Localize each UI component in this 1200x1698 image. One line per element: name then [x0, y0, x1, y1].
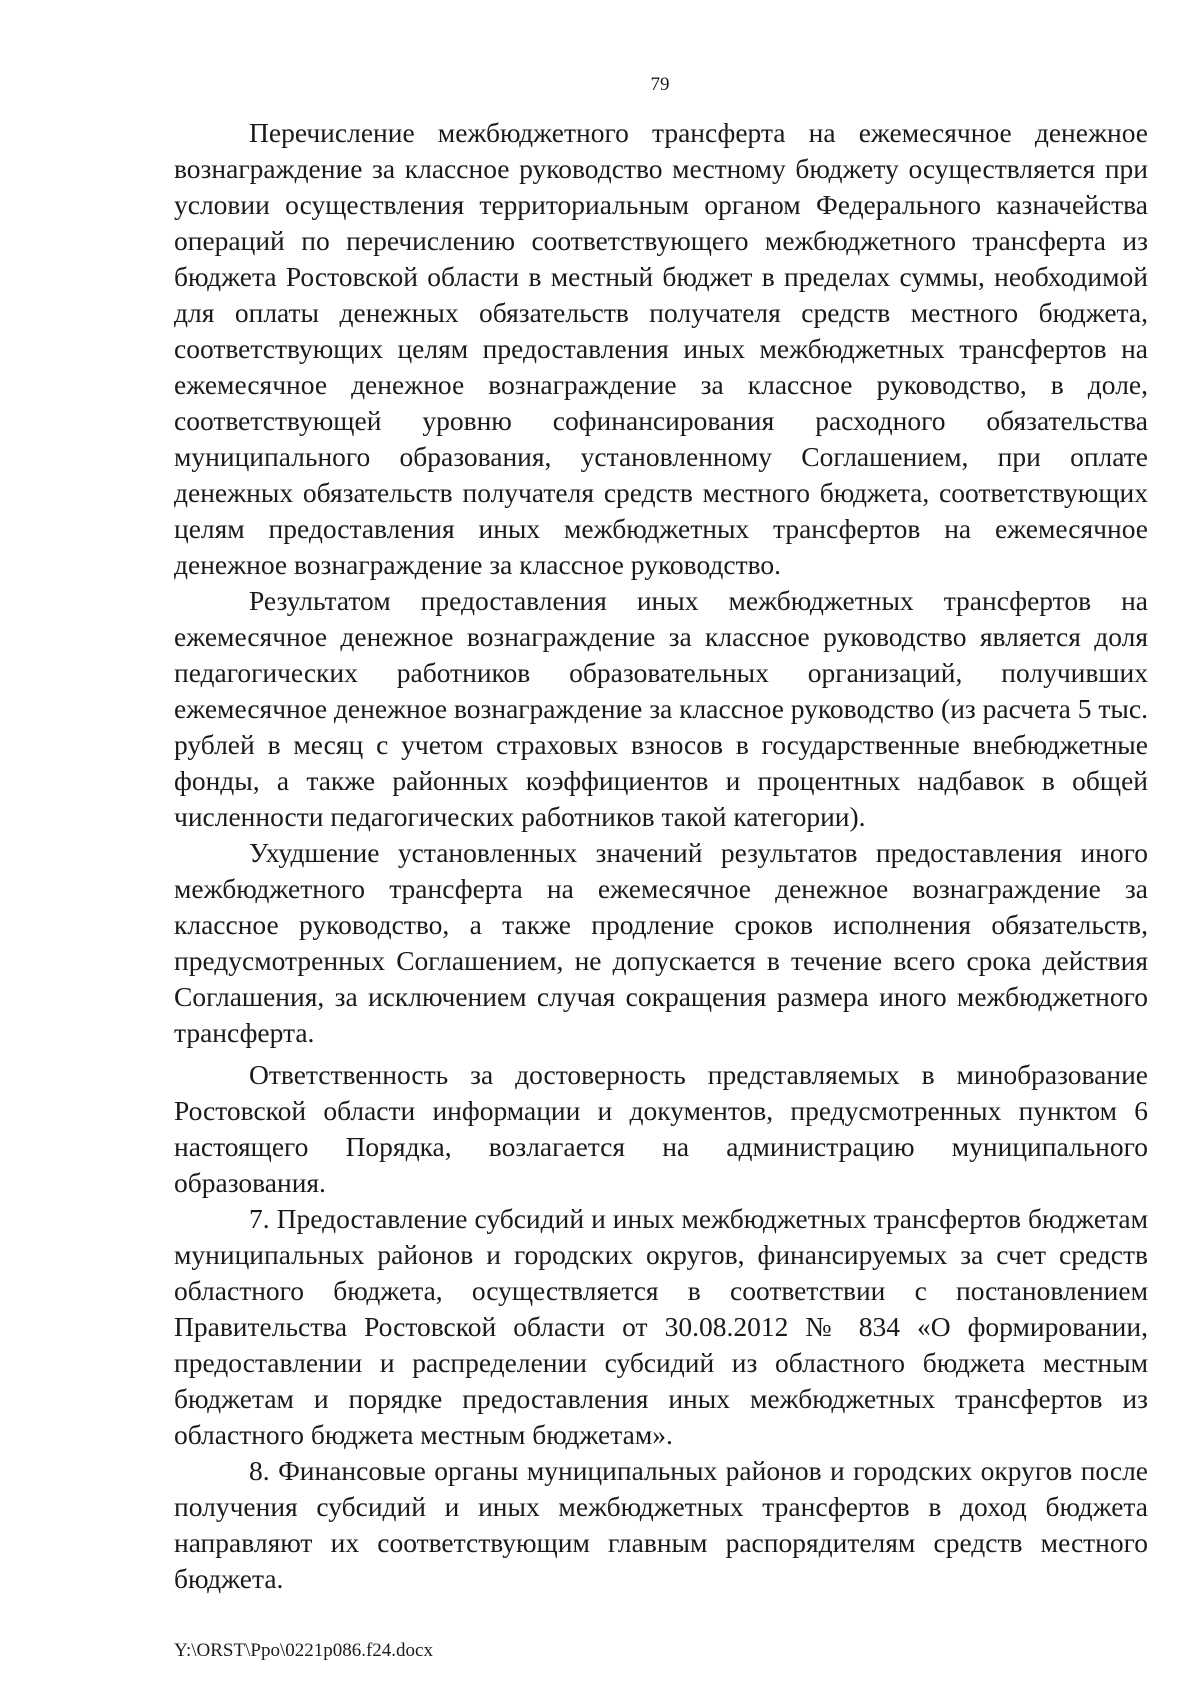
- page-number: 79: [650, 74, 670, 95]
- paragraph-item-8: 8. Финансовые органы муниципальных районов и городских округов после получения субсидий и иных межбюджетных трансфертов в доход бюджета направляют их соответствующим главным распорядителям средств местного бюджета.: [174, 1455, 1148, 1594]
- document-body: [174, 115, 1148, 1597]
- paragraph-transfer-result: Результатом предоставления иных межбюджетных трансфертов на ежемесячное денежное вознаграждение за классное руководство является доля педагогических работников образовательных организаций, получивших ежемесячное денежное вознаграждение за классное руководство (из расчета 5 тыс. рублей в месяц с учетом страховых взносов в государственные внебюджетные фонды, а также районных коэффициентов и процентных надбавок в общей численности педагогических работников такой категории).: [174, 585, 1148, 832]
- footer-file-path: Y:\ORST\Ppo\0221p086.f24.docx: [174, 1640, 433, 1661]
- paragraph-responsibility: Ответственность за достоверность представляемых в минобразование Ростовской области информации и документов, предусмотренных пунктом 6 настоящего Порядка, возлагается на администрацию муниципального образования.: [174, 1059, 1148, 1198]
- paragraph-result-deterioration: Ухудшение установленных значений результатов предоставления иного межбюджетного трансферта на ежемесячное денежное вознаграждение за классное руководство, а также продление сроков исполнения обязательств, предусмотренных Соглашением, не допускается в течение всего срока действия Соглашения, за исключением случая сокращения размера иного межбюджетного трансферта.: [174, 837, 1148, 1048]
- paragraph-transfer-conditions: Перечисление межбюджетного трансферта на ежемесячное денежное вознаграждение за классное руководство местному бюджету осуществляется при условии осуществления территориальным органом Федерального казначейства операций по перечислению соответствующего межбюджетного трансферта из бюджета Ростовской области в местный бюджет в пределах суммы, необходимой для оплаты денежных обязательств получателя средств местного бюджета, соответствующих целям предоставления иных межбюджетных трансфертов на ежемесячное денежное вознаграждение за классное руководство, в доле, соответствующей уровню софинансирования расходного обязательства муниципального образования, установленному Соглашением, при оплате денежных обязательств получателя средств местного бюджета, соответствующих целям предоставления иных межбюджетных трансфертов на ежемесячное денежное вознаграждение за классное руководство.: [174, 117, 1148, 580]
- paragraph-item-7: 7. Предоставление субсидий и иных межбюджетных трансфертов бюджетам муниципальных районов и городских округов, финансируемых за счет средств областного бюджета, осуществляется в соответствии с постановлением Правительства Ростовской области от 30.08.2012 № 834 «О формировании, предоставлении и распределении субсидий из областного бюджета местным бюджетам и порядке предоставления иных межбюджетных трансфертов из областного бюджета местным бюджетам».: [174, 1203, 1148, 1450]
